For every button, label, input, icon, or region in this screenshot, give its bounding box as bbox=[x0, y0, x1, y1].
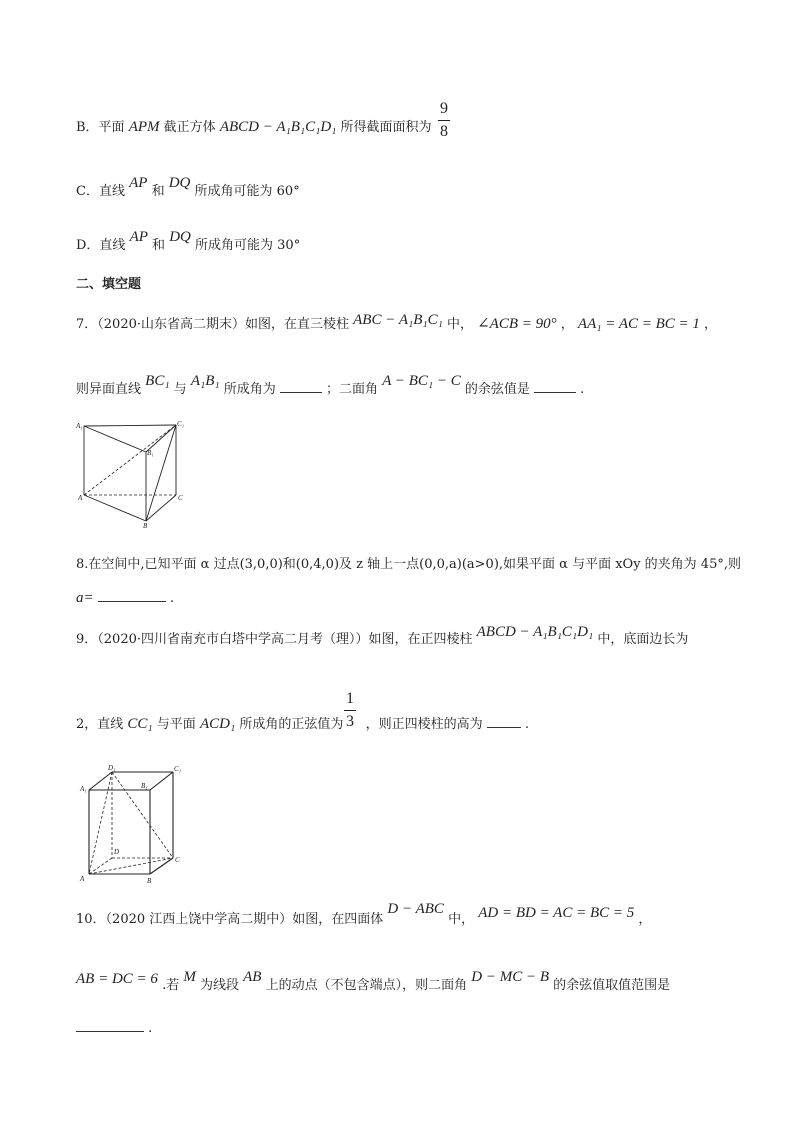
label-a1: A₁ bbox=[76, 422, 83, 430]
q9-plane: ACD₁ bbox=[199, 716, 236, 732]
option-d-prefix: D．直线 bbox=[76, 238, 126, 253]
q7-prism-figure bbox=[75, 418, 185, 528]
option-b bbox=[76, 120, 432, 135]
q7-line2-mid: 所成角为 bbox=[223, 382, 276, 397]
q7-comma: ， bbox=[560, 317, 574, 332]
q10-line2-mid: 上的动点（不包含端点），则二面角 bbox=[265, 978, 468, 993]
q9-suffix: 中，底面边长为 bbox=[597, 632, 689, 647]
question-9-line1 bbox=[76, 624, 689, 647]
q10-seg: 为线段 bbox=[199, 978, 239, 993]
q7-end: ， bbox=[704, 317, 718, 332]
fraction-denominator: 3 bbox=[346, 713, 354, 730]
label-d: D bbox=[114, 848, 120, 856]
question-9-line2 bbox=[76, 716, 529, 732]
line-ap: AP bbox=[129, 229, 148, 245]
option-b-prefix: B．平面 bbox=[76, 120, 125, 135]
answer-blank[interactable] bbox=[487, 716, 521, 728]
option-c-prefix: C．直线 bbox=[76, 184, 125, 199]
q8-period: . bbox=[169, 591, 175, 606]
question-8-line1: 8.在空间中,已知平面 α 过点(3,0,0)和(0,4,0)及 z 轴上一点(0,0,a)(a>0),如果平面 α 与平面 xOy 的夹角为 45°,则 bbox=[76, 557, 741, 572]
question-7-line1 bbox=[76, 312, 718, 332]
q10-ruo: .若 bbox=[162, 978, 180, 993]
q7-prism: ABC − A₁B₁C₁ bbox=[353, 312, 443, 328]
plane-apm: APM bbox=[128, 119, 160, 135]
question-8-line2 bbox=[76, 590, 174, 606]
q10-tetrahedron: D − ABC bbox=[387, 901, 444, 917]
fraction-9-8 bbox=[438, 100, 450, 141]
label-c1: C₁ bbox=[177, 420, 185, 428]
q7-equation: AA₁ = AC = BC = 1 bbox=[577, 316, 700, 332]
q8-a-equals: a= bbox=[76, 590, 94, 606]
q9-prefix: 9．（2020·四川省南充市白塔中学高二月考（理））如图，在正四棱柱 bbox=[76, 632, 473, 647]
label-c: C bbox=[175, 856, 180, 864]
label-a: A bbox=[78, 494, 83, 502]
label-c: C bbox=[178, 494, 183, 502]
q7-prefix: 7．（2020·山东省高二期末）如图，在直三棱柱 bbox=[76, 317, 349, 332]
q10-segment-ab: AB bbox=[243, 969, 262, 985]
label-a: A bbox=[80, 875, 85, 883]
label-b1: B₁ bbox=[141, 782, 148, 790]
question-10-line1 bbox=[76, 901, 652, 927]
option-d-suffix: 所成角可能为 30° bbox=[195, 238, 301, 253]
q7-yu: 与 bbox=[173, 382, 187, 397]
q9-prism-figure bbox=[75, 762, 190, 884]
q9-period: . bbox=[524, 717, 530, 732]
q9-mid: 与平面 bbox=[156, 717, 196, 732]
q7-mid: 中， bbox=[446, 317, 473, 332]
q7-angle: ∠ACB = 90° bbox=[477, 316, 557, 332]
option-c-suffix: 所成角可能为 60° bbox=[194, 184, 300, 199]
q10-mid: 中， bbox=[448, 912, 475, 927]
label-c1: C₁ bbox=[174, 765, 182, 773]
option-b-suffix: 所得截面面积为 bbox=[340, 120, 432, 135]
and-text: 和 bbox=[152, 238, 166, 253]
label-a1: A₁ bbox=[80, 785, 87, 793]
q7-line2-suffix: 的余弦值是 bbox=[464, 382, 530, 397]
line-ap: AP bbox=[129, 175, 148, 191]
q10-period: . bbox=[148, 1021, 153, 1036]
line-dq: DQ bbox=[169, 229, 191, 245]
fraction-numerator: 1 bbox=[346, 690, 354, 707]
label-b: B bbox=[147, 877, 152, 884]
q7-line2-mid2: ；二面角 bbox=[326, 382, 379, 397]
option-b-mid: 截正方体 bbox=[163, 120, 216, 135]
q10-line2-suffix: 的余弦值取值范围是 bbox=[553, 978, 671, 993]
q10-ab-dc: AB = DC = 6 bbox=[76, 971, 158, 987]
q10-prefix: 10．（2020 江西上饶中学高二期中）如图，在四面体 bbox=[76, 912, 384, 927]
q9-line2-prefix: 2，直线 bbox=[76, 717, 124, 732]
question-10-line3 bbox=[76, 1020, 152, 1035]
fraction-denominator: 8 bbox=[440, 123, 448, 140]
line-dq: DQ bbox=[168, 175, 191, 191]
q10-point-m: M bbox=[183, 969, 196, 985]
q7-line2-prefix: 则异面直线 bbox=[76, 382, 142, 397]
section-title: 二、填空题 bbox=[76, 277, 142, 292]
label-b: B bbox=[143, 522, 148, 528]
q7-line-bc1: BC₁ bbox=[145, 373, 170, 389]
label-b1: B₁ bbox=[147, 449, 154, 457]
cube-name: ABCD − A₁B₁C₁D₁ bbox=[219, 119, 337, 135]
fraction-1-3 bbox=[344, 690, 356, 731]
question-10-line2 bbox=[76, 969, 671, 993]
label-d1: D₁ bbox=[108, 764, 116, 772]
q10-dihedral: D − MC − B bbox=[471, 969, 550, 985]
q7-period: . bbox=[580, 382, 585, 397]
q9-mid2: 所成角的正弦值为 bbox=[239, 717, 344, 732]
question-7-line2 bbox=[76, 373, 585, 397]
q10-end: ， bbox=[638, 912, 652, 927]
answer-blank[interactable] bbox=[534, 381, 576, 393]
q9-line2-suffix: ，则正四棱柱的高为 bbox=[365, 717, 483, 732]
and-text: 和 bbox=[151, 184, 165, 199]
q9-line-cc1: CC₁ bbox=[127, 716, 153, 732]
option-c bbox=[76, 175, 300, 199]
answer-blank[interactable] bbox=[98, 590, 166, 602]
answer-blank[interactable] bbox=[280, 381, 322, 393]
answer-blank[interactable] bbox=[76, 1020, 144, 1032]
q7-dihedral: A − BC₁ − C bbox=[382, 373, 461, 389]
q10-equation: AD = BD = AC = BC = 5 bbox=[478, 905, 635, 921]
fraction-numerator: 9 bbox=[440, 100, 448, 117]
q9-prism: ABCD − A₁B₁C₁D₁ bbox=[476, 624, 594, 640]
q7-line-a1b1: A₁B₁ bbox=[190, 373, 220, 389]
option-d bbox=[76, 229, 301, 253]
